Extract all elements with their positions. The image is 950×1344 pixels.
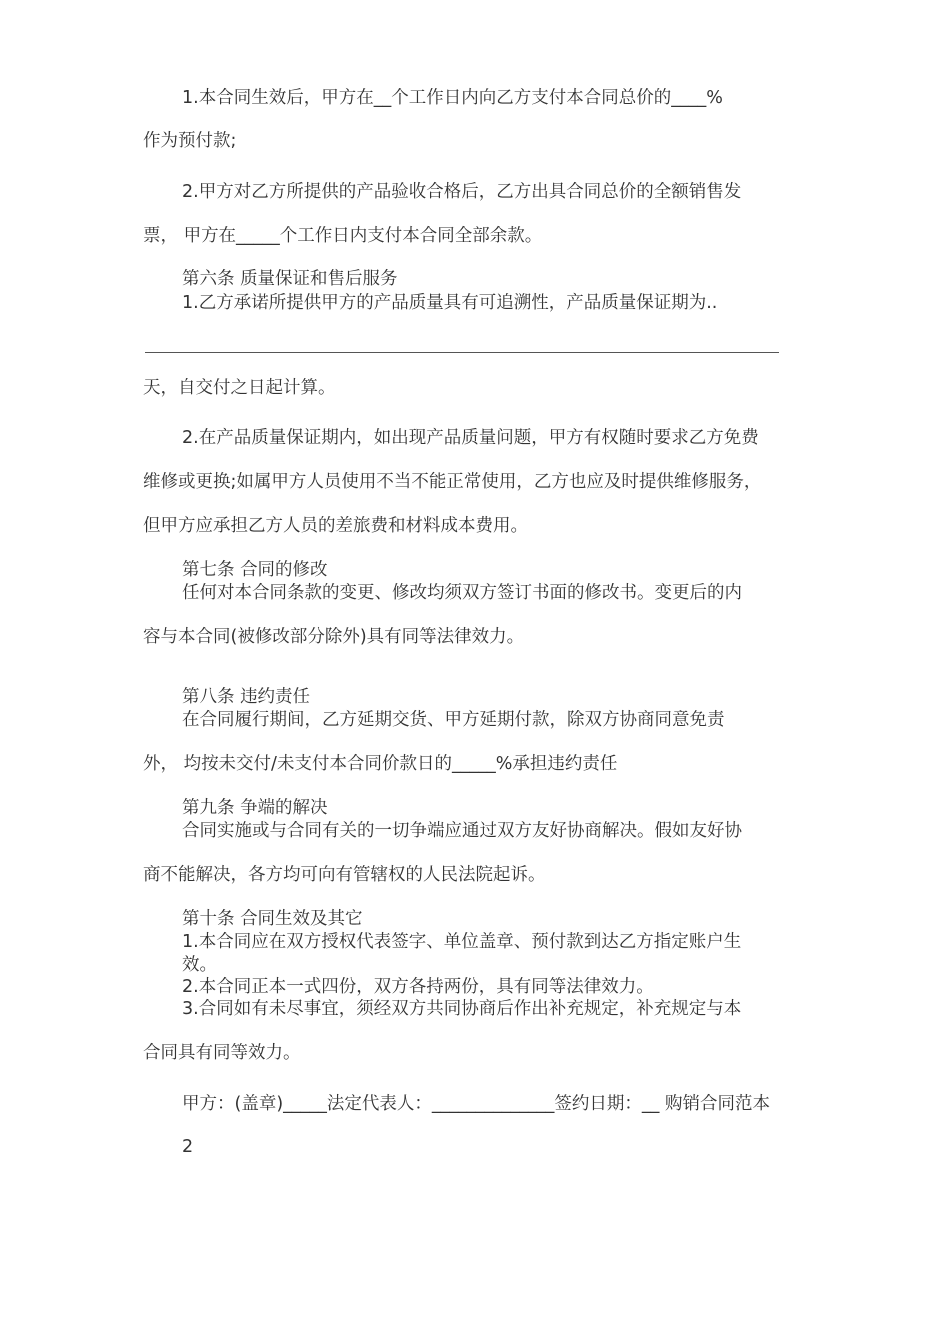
- clause6-item1-line2: 天，自交付之日起计算。: [143, 378, 336, 398]
- clause10-heading: 第十条 合同生效及其它: [182, 909, 363, 929]
- clause6-item2-line1: 2.在产品质量保证期内，如出现产品质量问题，甲方有权随时要求乙方免费: [182, 428, 759, 448]
- clause10-item1-line2: 效。: [182, 955, 217, 975]
- clause5-item1-line2: 作为预付款;: [143, 131, 237, 151]
- clause9-body-line1: 合同实施或与合同有关的一切争端应通过双方友好协商解决。假如友好协: [182, 821, 742, 841]
- clause10-item3-line1: 3.合同如有未尽事宜，须经双方共同协商后作出补充规定，补充规定与本: [182, 999, 742, 1019]
- clause8-body-line2: 外， 均按未交付/未支付本合同价款日的_____%承担违约责任: [143, 754, 618, 774]
- clause7-body-line2: 容与本合同(被修改部分除外)具有同等法律效力。: [143, 627, 525, 647]
- page-number: 2: [182, 1137, 194, 1157]
- clause6-item2-line3: 但甲方应承担乙方人员的差旅费和材料成本费用。: [143, 516, 528, 536]
- clause6-item1-line1: 1.乙方承诺所提供甲方的产品质量具有可追溯性，产品质量保证期为..: [182, 293, 718, 313]
- clause8-body-line1: 在合同履行期间，乙方延期交货、甲方延期付款，除双方协商同意免责: [182, 710, 725, 730]
- clause5-item1-line1: 1.本合同生效后，甲方在__个工作日内向乙方支付本合同总价的____%: [182, 88, 723, 108]
- clause5-item2-line2: 票， 甲方在_____个工作日内支付本合同全部余款。: [143, 226, 543, 246]
- clause9-body-line2: 商不能解决，各方均可向有管辖权的人民法院起诉。: [143, 865, 546, 885]
- clause7-heading: 第七条 合同的修改: [182, 560, 328, 580]
- clause6-item2-line2: 维修或更换;如属甲方人员使用不当不能正常使用，乙方也应及时提供维修服务，: [143, 472, 762, 492]
- blank-underline: [145, 352, 779, 353]
- clause9-heading: 第九条 争端的解决: [182, 798, 328, 818]
- clause10-item2: 2.本合同正本一式四份，双方各持两份，具有同等法律效力。: [182, 977, 654, 997]
- clause10-item1-line1: 1.本合同应在双方授权代表签字、单位盖章、预付款到达乙方指定账户生: [182, 932, 742, 952]
- signature-line: 甲方：(盖章)_____法定代表人：______________签约日期：__ 购销合同范本: [182, 1094, 770, 1114]
- clause7-body-line1: 任何对本合同条款的变更、修改均须双方签订书面的修改书。变更后的内: [182, 583, 742, 603]
- clause8-heading: 第八条 违约责任: [182, 687, 311, 707]
- clause10-item3-line2: 合同具有同等效力。: [143, 1043, 301, 1063]
- clause5-item2-line1: 2.甲方对乙方所提供的产品验收合格后，乙方出具合同总价的全额销售发: [182, 182, 742, 202]
- clause6-heading: 第六条 质量保证和售后服务: [182, 269, 398, 289]
